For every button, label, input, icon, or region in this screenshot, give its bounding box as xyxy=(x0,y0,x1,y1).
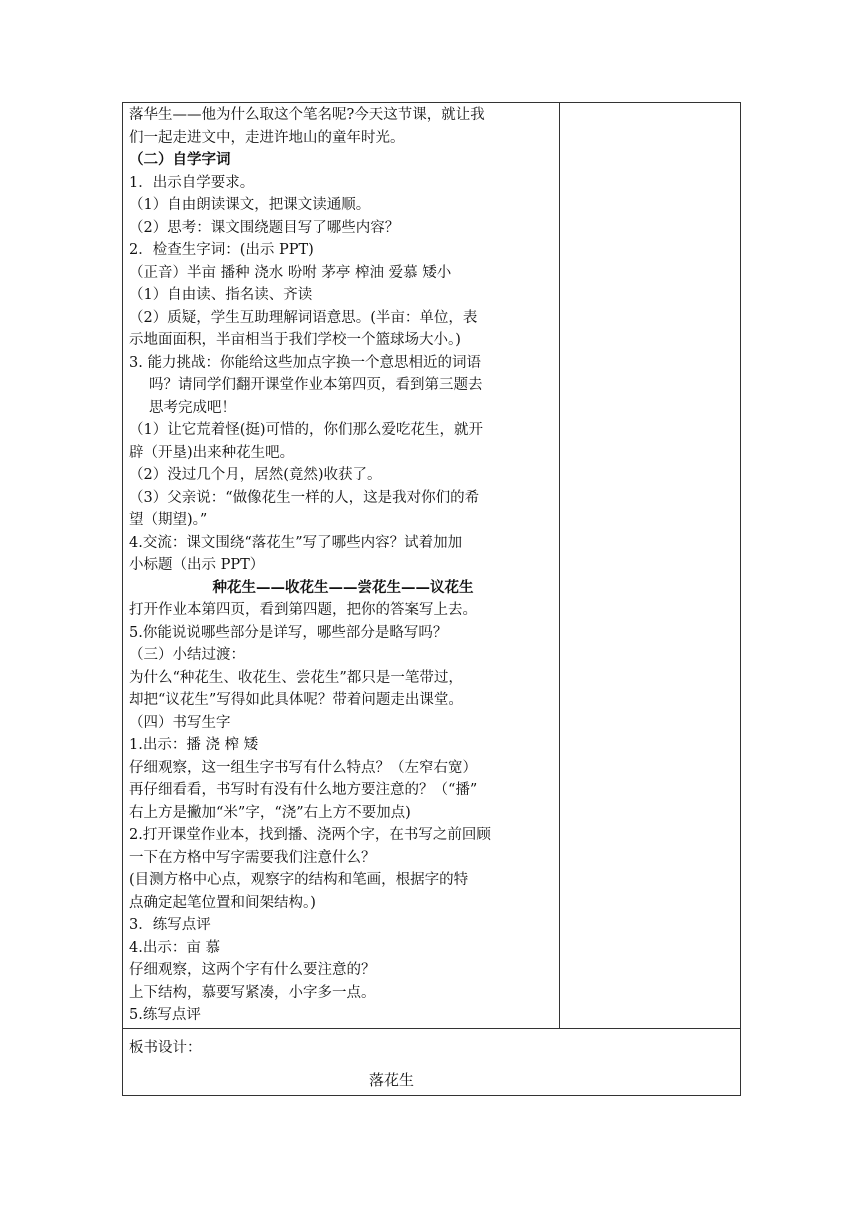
text-line: 3．练写点评 xyxy=(129,917,211,933)
notes-cell xyxy=(560,103,740,1028)
text-line: 5.你能说说哪些部分是详写，哪些部分是略写吗？ xyxy=(129,624,448,641)
text-line: 一下在方格中写字需要我们注意什么？ xyxy=(129,849,376,866)
text-line: （四）书写生字 xyxy=(129,714,231,731)
text-line: 吗？请同学们翻开课堂作业本第四页，看到第三题去 xyxy=(149,377,483,393)
text-line: 落华生——他为什么取这个笔名呢?今天这节课，就让我 xyxy=(129,107,485,123)
text-line: (目测方格中心点，观察字的结构和笔画，根据字的特 xyxy=(129,872,469,888)
blackboard-design-label: 板书设计： xyxy=(129,1040,202,1056)
text-line: 2．检查生字词：(出示 PPT) xyxy=(129,242,314,258)
text-line: 5.练写点评 xyxy=(129,1007,201,1023)
text-line: （2）思考：课文围绕题目写了哪些内容？ xyxy=(129,219,400,236)
row-divider xyxy=(123,1028,740,1029)
text-line: 点确定起笔位置和间架结构。) xyxy=(129,894,316,911)
text-line: 望（期望)。” xyxy=(129,512,208,528)
text-line: 辟（开垦)出来种花生吧。 xyxy=(129,444,295,461)
text-line: 却把“议花生”写得如此具体呢？带着问题走出课堂。 xyxy=(129,692,463,708)
text-line: 2.打开课堂作业本，找到播、浇两个字，在书写之前回顾 xyxy=(129,827,491,843)
text-line: 打开作业本第四页，看到第四题，把你的答案写上去。 xyxy=(129,602,477,618)
text-line: 仔细观察，这一组生字书写有什么特点？（左窄右宽） xyxy=(129,759,477,776)
teaching-process-cell xyxy=(123,103,560,1028)
text-line: 4.交流：课文围绕“落花生”写了哪些内容？试着加加 xyxy=(129,534,463,551)
text-line: 小标题（出示 PPT） xyxy=(129,557,265,573)
blackboard-design-section xyxy=(129,1037,415,1089)
text-line: （3）父亲说：“做像花生一样的人，这是我对你们的希 xyxy=(129,489,480,506)
text-line: （1）自由读、指名读、齐读 xyxy=(129,287,313,303)
text-line: 们一起走进文中，走进许地山的童年时光。 xyxy=(129,129,405,146)
text-line: 1．出示自学要求。 xyxy=(129,174,255,191)
text-line: 1.出示：播 浇 榨 矮 xyxy=(129,737,259,753)
text-line: 上下结构，慕要写紧凑，小字多一点。 xyxy=(129,984,376,1001)
lesson-plan-table xyxy=(122,102,741,1096)
text-line: （1）让它荒着怪(挺)可惜的，你们那么爱吃花生，就开 xyxy=(129,422,484,438)
text-line: 右上方是撇加“米”字，“浇”右上方不要加点) xyxy=(129,804,411,821)
text-line: 3. 能力挑战：你能给这些加点字换一个意思相近的词语 xyxy=(129,354,481,371)
text-line: 4.出示：亩 慕 xyxy=(129,939,220,956)
text-line: 仔细观察，这两个字有什么要注意的？ xyxy=(129,962,376,978)
text-line: 为什么“种花生、收花生、尝花生”都只是一笔带过， xyxy=(129,669,463,686)
text-line: （1）自由朗读课文，把课文读通顺。 xyxy=(129,197,371,213)
blackboard-title: 落花生 xyxy=(369,1071,415,1089)
text-line: 再仔细看看，书写时有没有什么地方要注意的？（“播” xyxy=(129,782,478,798)
text-line: （2）没过几个月，居然(竟然)收获了。 xyxy=(129,467,382,483)
text-line: 思考完成吧！ xyxy=(149,399,236,416)
text-line: （二）自学字词 xyxy=(129,151,231,168)
text-line: （2）质疑，学生互助理解词语意思。(半亩：单位，表 xyxy=(129,309,478,326)
text-line: （三）小结过渡： xyxy=(129,647,245,663)
text-line: （正音）半亩 播种 浇水 吩咐 茅亭 榨油 爱慕 矮小 xyxy=(129,264,452,281)
text-line: 示地面面积，半亩相当于我们学校一个篮球场大小。) xyxy=(129,332,461,348)
teaching-process-text xyxy=(129,104,557,1027)
text-line: 种花生——收花生——尝花生——议花生 xyxy=(212,578,474,596)
